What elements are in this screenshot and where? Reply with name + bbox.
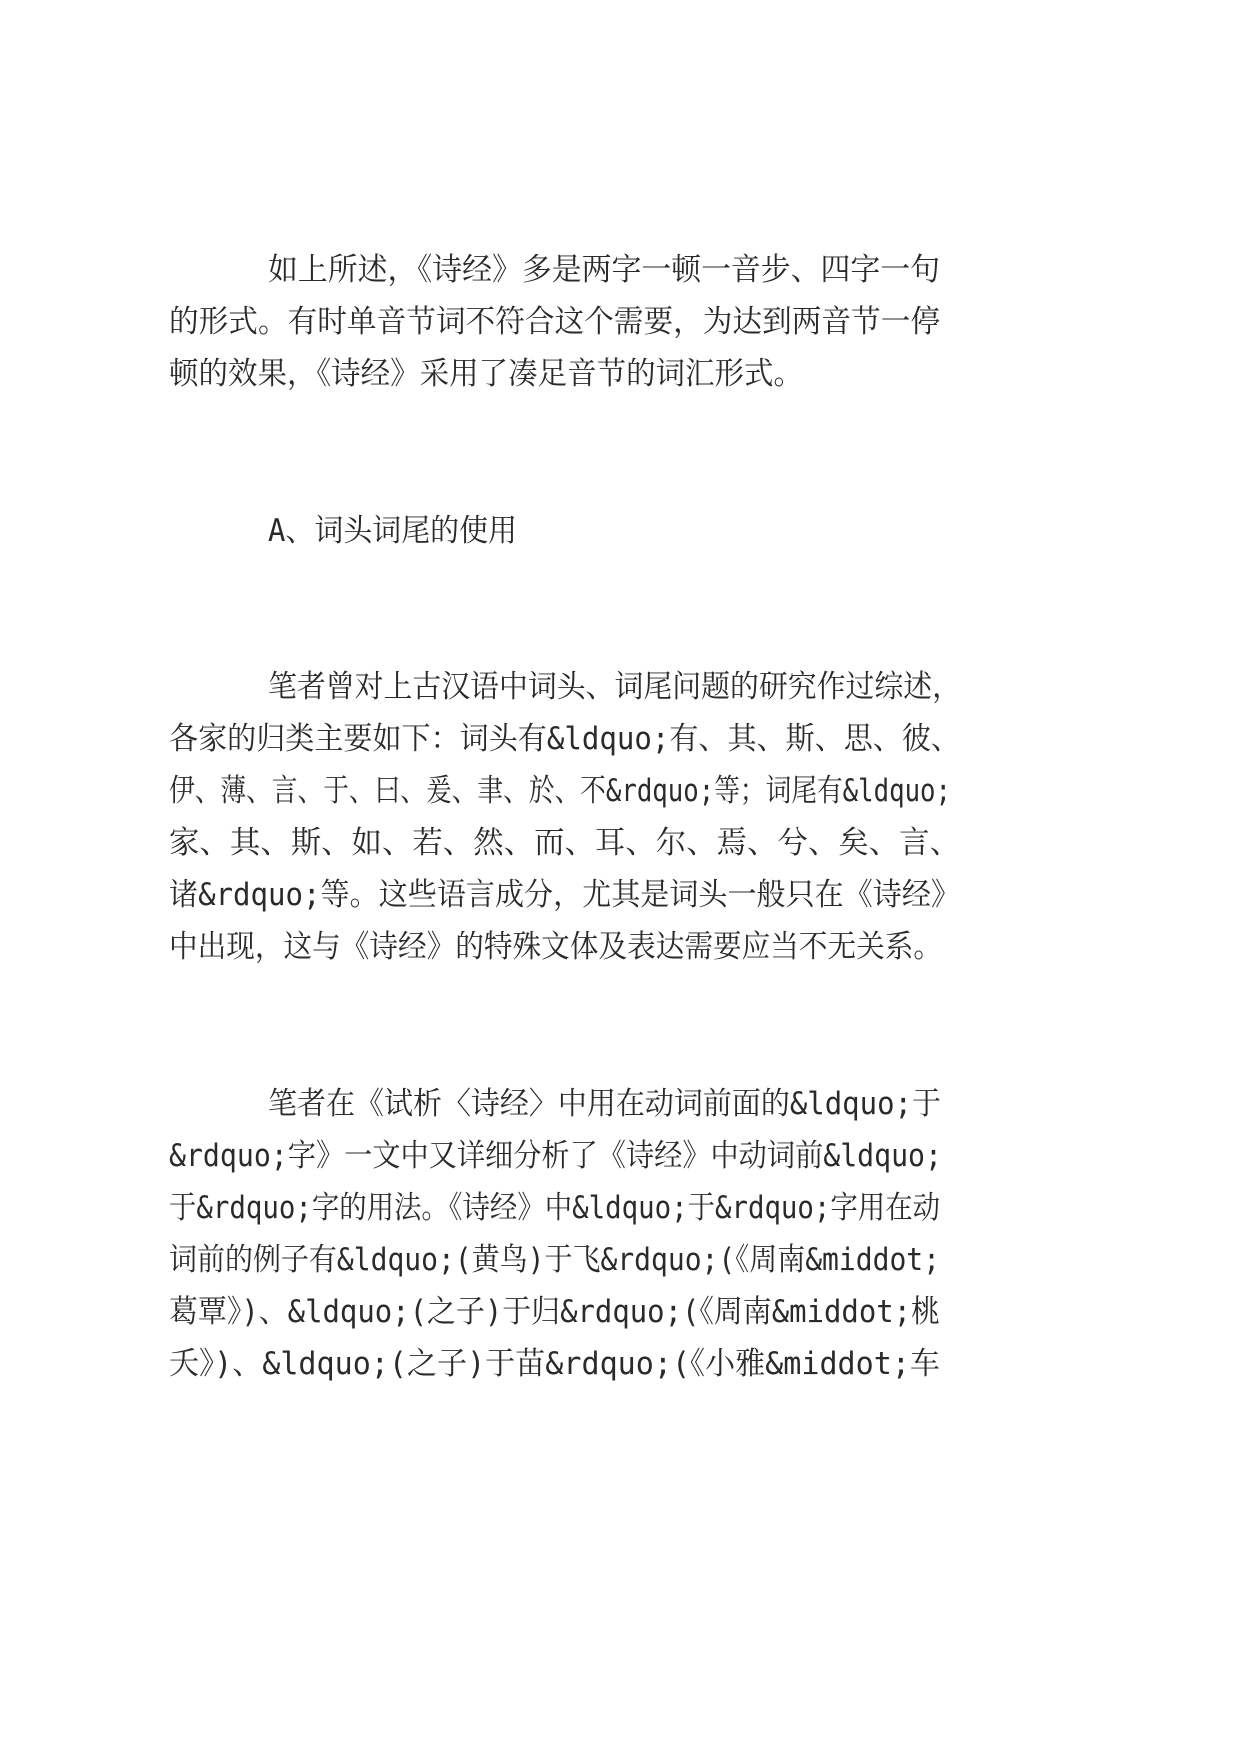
paragraph-3-line-6 — [0, 1344, 1241, 1384]
paragraph-2-line-1 — [0, 667, 1241, 707]
paragraph-2-line-6 — [0, 927, 1241, 967]
paragraph-1-line-3-text: 顿的效果，《诗经》采用了凑足音节的词汇形式。 — [169, 356, 803, 392]
paragraph-2-line-5-text: 诸&rdquo;等。这些语言成分，尤其是词头一般只在《诗经》 — [169, 877, 960, 913]
paragraph-2-line-3 — [0, 771, 1241, 811]
paragraph-3-line-2-text: &rdquo;字》一文中又详细分析了《诗经》中动词前&ldquo; — [169, 1138, 942, 1174]
paragraph-1-line-1-text: 如上所述，《诗经》多是两字一顿一音步、四字一句 — [268, 252, 940, 288]
paragraph-3-line-2 — [0, 1136, 1241, 1176]
paragraph-3-line-3-text: 于&rdquo;字的用法。《诗经》中&ldquo;于&rdquo;字用在动 — [169, 1190, 940, 1226]
paragraph-2-line-4 — [0, 823, 1241, 863]
paragraph-1-line-2-text: 的形式。有时单音节词不符合这个需要，为达到两音节一停 — [169, 304, 940, 340]
paragraph-1-line-3 — [0, 354, 1241, 394]
paragraph-3-line-4-text: 词前的例子有&ldquo;(黄鸟)于飞&rdquo;(《周南&middot; — [169, 1242, 940, 1278]
paragraph-2-line-2 — [0, 719, 1241, 759]
paragraph-3-line-4 — [0, 1240, 1241, 1280]
paragraph-2-line-1-text: 笔者曾对上古汉语中词头、词尾问题的研究作过综述， — [268, 669, 961, 705]
paragraph-2-line-3-text: 伊、薄、言、于、曰、爰、聿、於、不&rdquo;等；词尾有&ldquo; — [169, 773, 951, 809]
paragraph-3-line-1 — [0, 1084, 1241, 1124]
paragraph-1-line-1 — [0, 250, 1241, 290]
paragraph-3-line-6-text: 夭》)、&ldquo;(之子)于苗&rdquo;(《小雅&middot;车 — [169, 1346, 940, 1382]
paragraph-2-line-6-text: 中出现，这与《诗经》的特殊文体及表达需要应当不无关系。 — [169, 929, 942, 965]
paragraph-3-line-5 — [0, 1292, 1241, 1332]
paragraph-1-line-2 — [0, 302, 1241, 342]
paragraph-3-line-5-text: 葛覃》)、&ldquo;(之子)于归&rdquo;(《周南&middot;桃 — [169, 1294, 940, 1330]
paragraph-3-line-1-text: 笔者在《试析〈诗经〉中用在动词前面的&ldquo;于 — [268, 1086, 941, 1122]
paragraph-2-line-4-text: 家、其、斯、如、若、然、而、耳、尔、焉、兮、矣、言、 — [169, 825, 960, 861]
paragraph-2-line-2-text: 各家的归类主要如下：词头有&ldquo;有、其、斯、思、彼、 — [169, 721, 960, 757]
section-heading-a-text: A、词头词尾的使用 — [268, 513, 517, 549]
paragraph-3-line-3 — [0, 1188, 1241, 1228]
section-heading-a — [0, 511, 1241, 551]
paragraph-2-line-5 — [0, 875, 1241, 915]
